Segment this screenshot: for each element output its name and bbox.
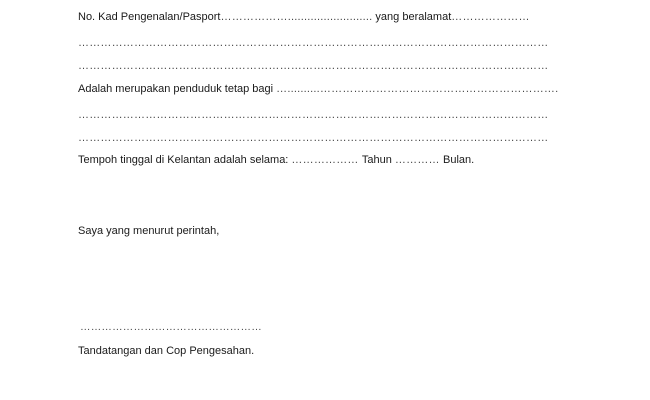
stay-months-blank: ………… (394, 154, 443, 166)
ic-passport-blank: ……………….......................... (220, 11, 373, 23)
resident-blank: …..........………………………………………………………. (276, 83, 559, 95)
stay-duration-label: Tempoh tinggal di Kelantan adalah selama: (78, 154, 292, 166)
address-label: yang beralamat (372, 11, 452, 23)
signature-blank: …………………………………………… (80, 321, 262, 333)
ic-passport-line (78, 10, 530, 24)
stay-duration-line (78, 153, 474, 167)
stay-years-unit: Tahun (361, 154, 395, 166)
resident-blank-line-3: ……………………………………………………………………………………………………………… (78, 132, 549, 144)
resident-blank-line-2: ……………………………………………………………………………………………………………… (78, 109, 549, 121)
address-blank-line-2: ……………………………………………………………………………………………………………… (78, 37, 549, 49)
stay-years-blank: ……………… (291, 154, 362, 166)
closing-text: Saya yang menurut perintah, (78, 225, 220, 237)
signature-label: Tandatangan dan Cop Pengesahan. (78, 345, 255, 357)
resident-label: Adalah merupakan penduduk tetap bagi (78, 83, 277, 95)
address-blank: ………………… (451, 11, 530, 23)
stay-months-unit: Bulan. (442, 154, 475, 166)
address-blank-line-3: ……………………………………………………………………………………………………………… (78, 60, 549, 72)
resident-line (78, 82, 558, 96)
ic-passport-label: No. Kad Pengenalan/Pasport (78, 11, 221, 23)
